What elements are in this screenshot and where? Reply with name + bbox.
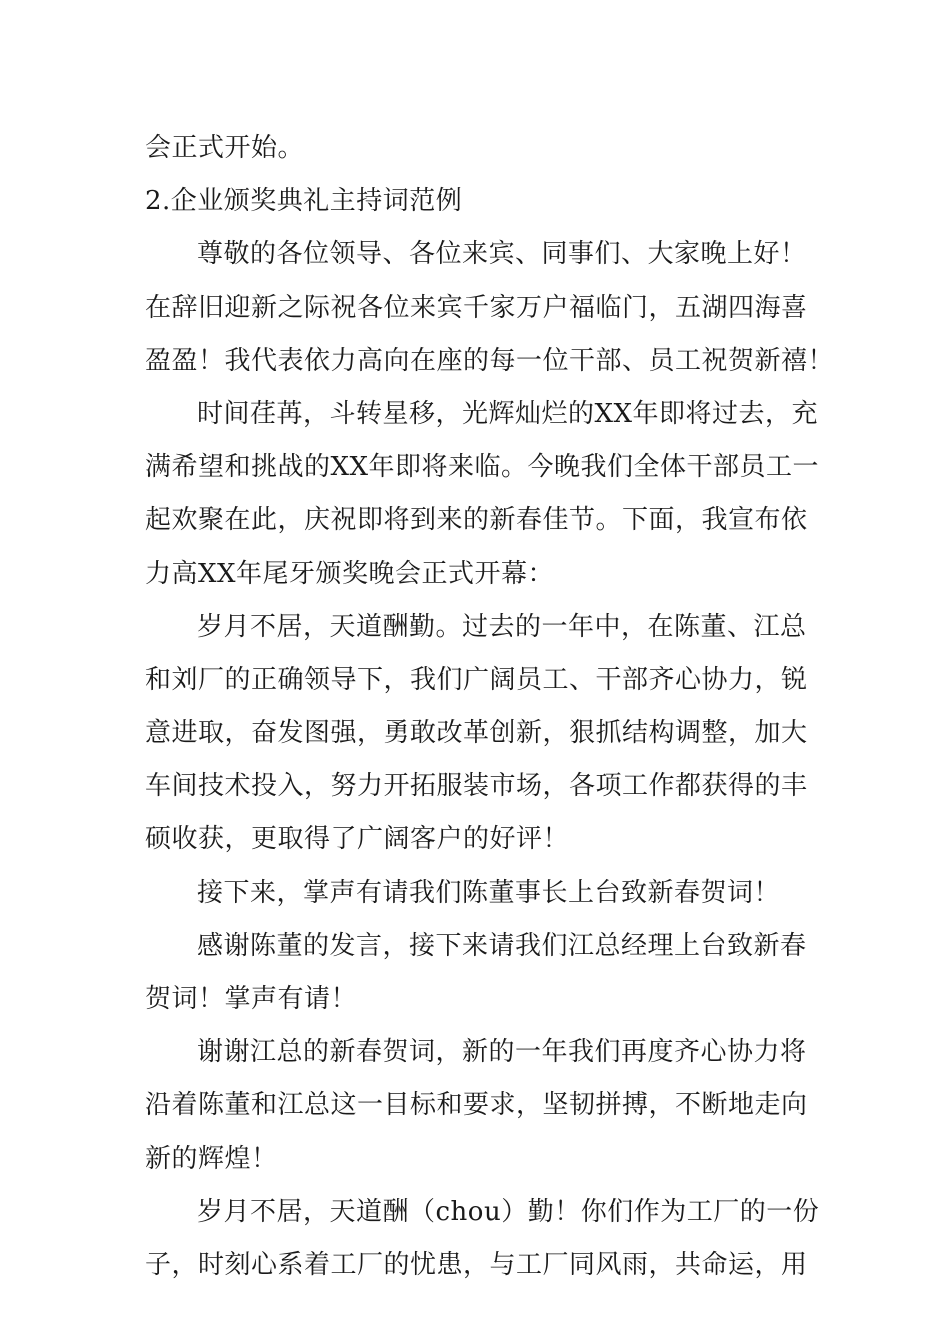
text-line: 沿着陈董和江总这一目标和要求，坚韧拼搏，不断地走向 [145,1090,808,1121]
text-line: 车间技术投入，努力开拓服装市场，各项工作都获得的丰 [145,771,808,802]
text-line: 谢谢江总的新春贺词，新的一年我们再度齐心协力将 [197,1037,807,1068]
text-line: 会正式开始。 [145,133,305,163]
text-line: 在辞旧迎新之际祝各位来宾千家万户福临门，五湖四海喜 [145,292,808,323]
text-line: 子，时刻心系着工厂的忧患，与工厂同风雨，共命运，用 [145,1249,808,1280]
text-line: 接下来，掌声有请我们陈董事长上台致新春贺词！ [197,877,781,908]
text-line: 力高XX年尾牙颁奖晚会正式开幕： [145,558,555,589]
text-line: 感谢陈董的发言，接下来请我们江总经理上台致新春 [197,930,807,961]
text-line: 意进取，奋发图强，勇敢改革创新，狠抓结构调整，加大 [145,718,808,749]
text-line: 岁月不居，天道酬（chou）勤！你们作为工厂的一份 [197,1196,820,1227]
text-line: 尊敬的各位领导、各位来宾、同事们、大家晚上好！ [197,239,807,270]
document-body [145,122,835,1292]
text-line: 新的辉煌！ [145,1143,278,1174]
text-line: 贺词！掌声有请！ [145,984,358,1014]
text-line: 和刘厂的正确领导下，我们广阔员工、干部齐心协力，锐 [145,664,808,695]
text-line: 盈盈！我代表依力高向在座的每一位干部、员工祝贺新禧！ [145,345,835,376]
text-line: 时间荏苒，斗转星移，光辉灿烂的XX年即将过去，充 [197,398,819,429]
text-line: 岁月不居，天道酬勤。过去的一年中，在陈董、江总 [197,611,807,642]
text-line: 硕收获，更取得了广阔客户的好评！ [145,824,570,855]
section-heading: 2.企业颁奖典礼主持词范例 [145,186,463,217]
text-line: 满希望和挑战的XX年即将来临。今晚我们全体干部员工一 [145,452,820,483]
text-line: 起欢聚在此，庆祝即将到来的新春佳节。下面，我宣布依 [145,505,808,536]
